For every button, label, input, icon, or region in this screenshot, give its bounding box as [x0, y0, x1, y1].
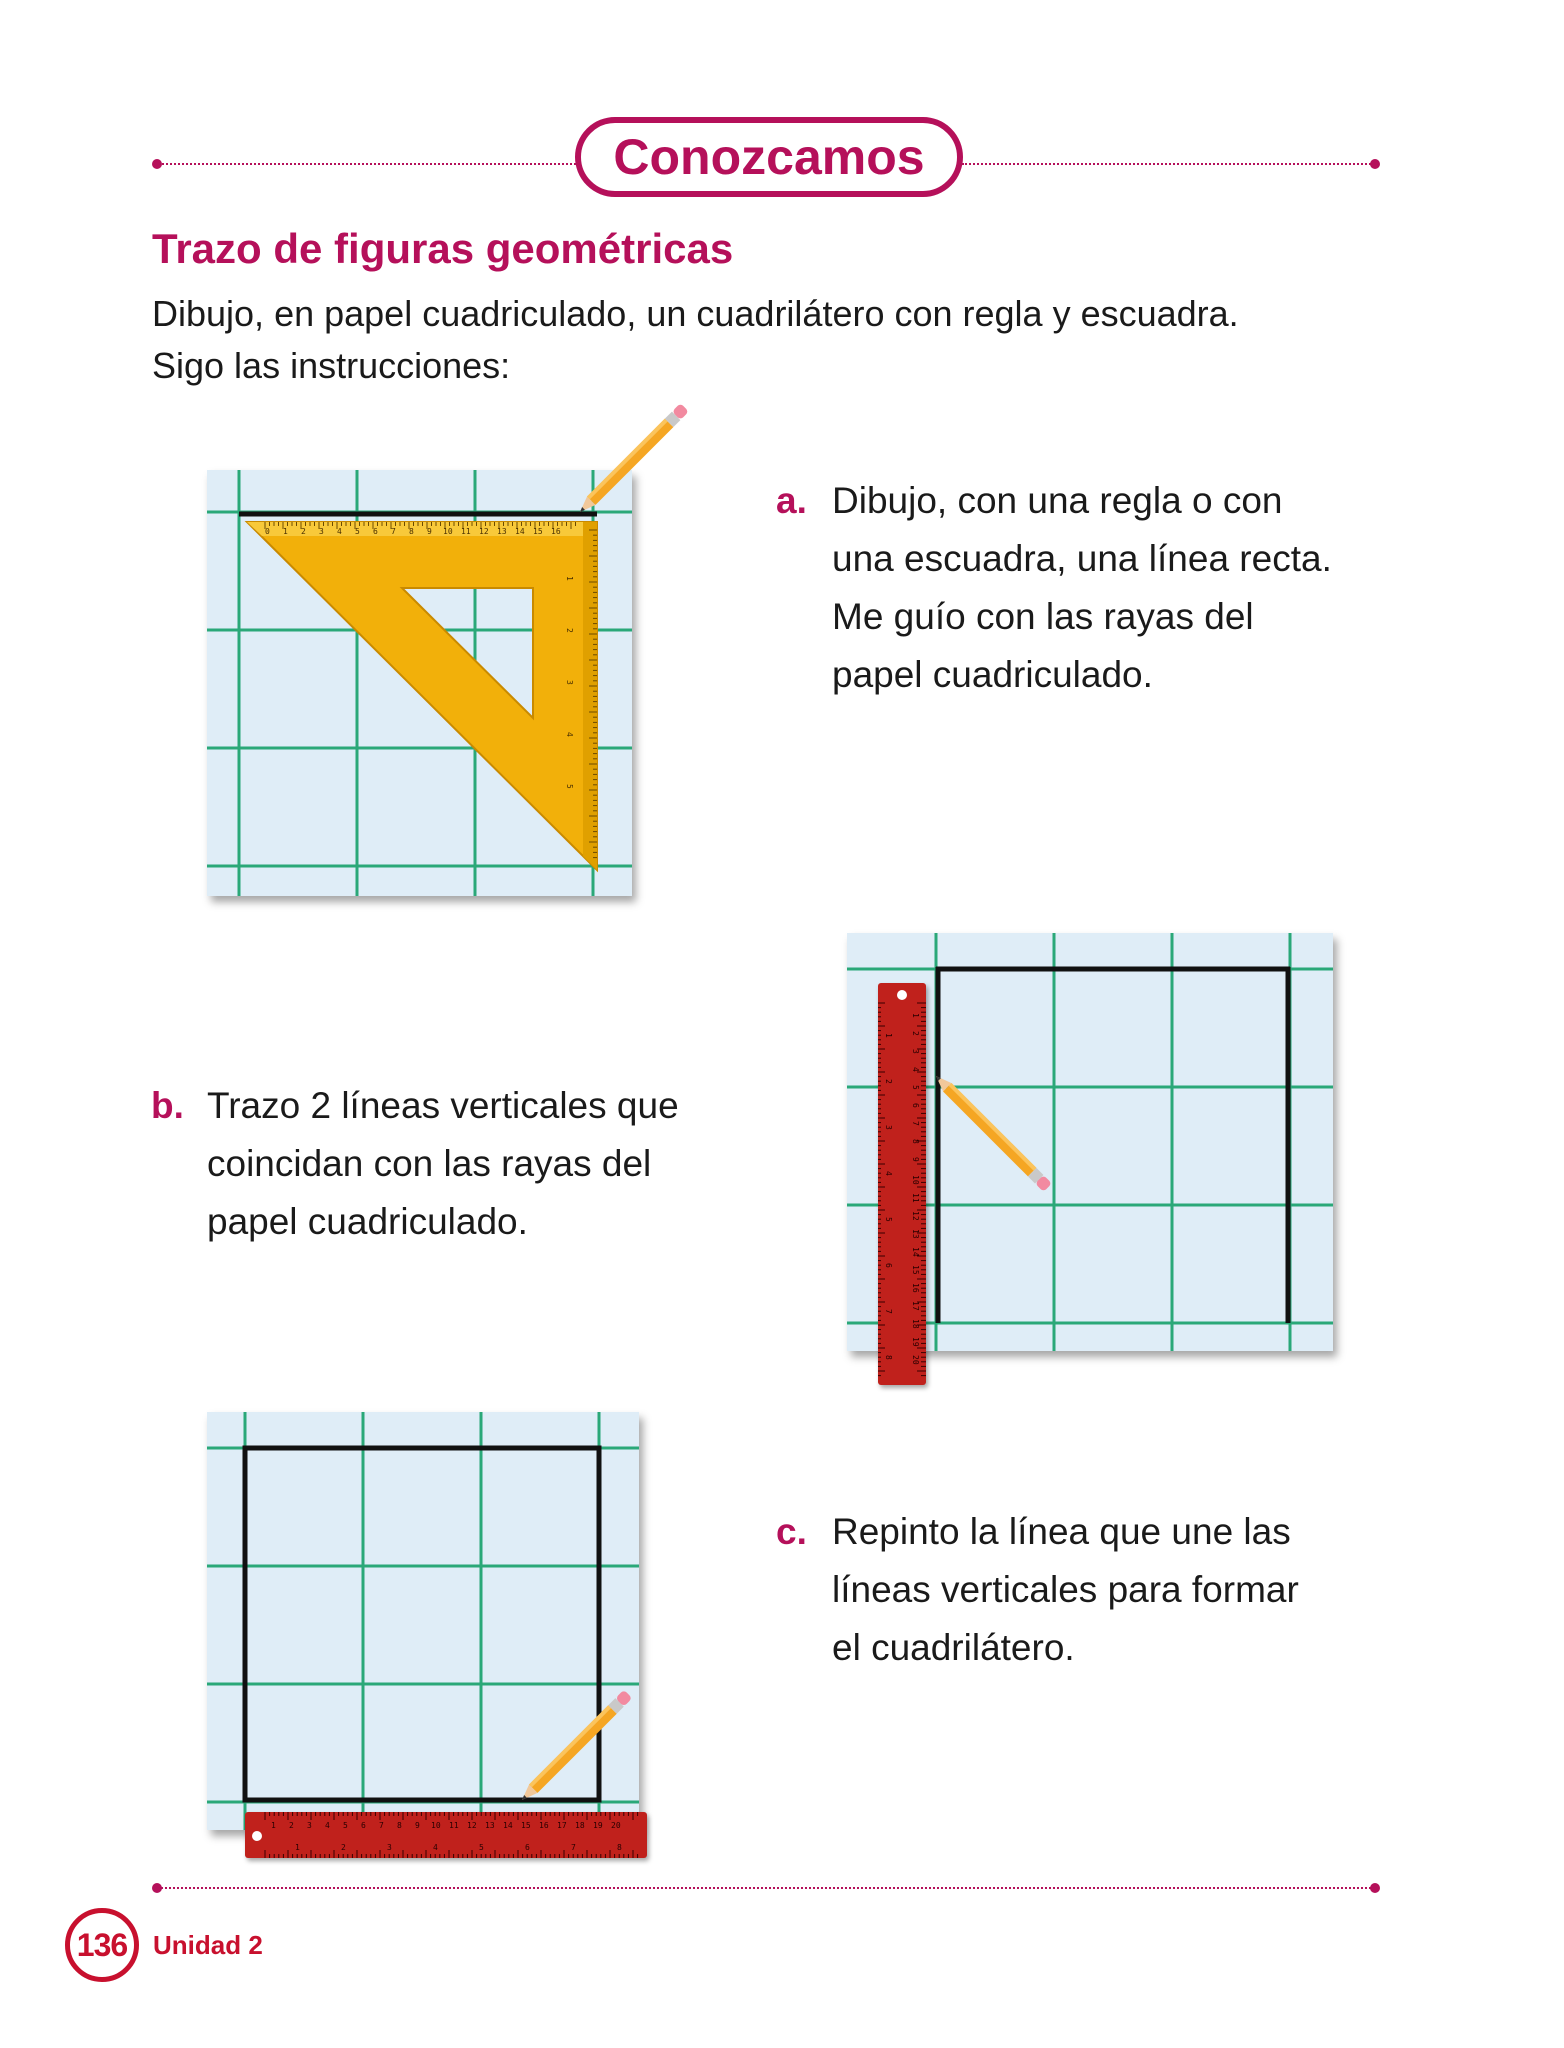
square-mark: 14 [515, 527, 525, 536]
pencil-a [570, 402, 690, 522]
ruler-mark: 16 [539, 1821, 549, 1830]
ruler-mark: 10 [911, 1175, 920, 1185]
step-line: papel cuadriculado. [207, 1201, 528, 1242]
header-rule-left [158, 163, 576, 165]
ruler-mark: 4 [433, 1843, 438, 1852]
ruler-horizontal [245, 1812, 647, 1858]
square-mark: 2 [301, 527, 306, 536]
page-number-badge [65, 1908, 139, 1982]
square-mark: 5 [355, 527, 360, 536]
ruler-mark: 1 [295, 1843, 300, 1852]
ruler-mark: 3 [387, 1843, 392, 1852]
pencil-b [930, 1070, 1060, 1200]
ruler-mark: 19 [911, 1337, 920, 1347]
ruler-mark: 7 [884, 1309, 893, 1314]
square-mark: 4 [337, 527, 342, 536]
ruler-mark: 7 [911, 1121, 920, 1126]
intro-text [152, 288, 1239, 392]
ruler-mark: 18 [575, 1821, 585, 1830]
square-mark: 12 [479, 527, 489, 536]
step-line: papel cuadriculado. [832, 654, 1153, 695]
square-mark: 9 [427, 527, 432, 536]
ruler-mark: 14 [503, 1821, 513, 1830]
square-mark: 11 [461, 527, 471, 536]
ruler-mark: 20 [611, 1821, 621, 1830]
page-title: Trazo de figuras geométricas [152, 225, 734, 272]
square-mark: 3 [319, 527, 324, 536]
ruler-mark: 9 [415, 1821, 420, 1830]
ruler-mark: 13 [911, 1229, 920, 1239]
ruler-mark: 1 [271, 1821, 276, 1830]
unit-label: Unidad 2 [153, 1930, 263, 1960]
step-line: el cuadrilátero. [832, 1627, 1075, 1668]
grid-lines-a [207, 470, 632, 896]
ruler-mark: 17 [911, 1301, 920, 1311]
ruler-mark: 6 [911, 1103, 920, 1108]
ruler-mark: 15 [911, 1265, 920, 1275]
ruler-mark: 8 [617, 1843, 622, 1852]
intro-line: Sigo las instrucciones: [152, 345, 511, 386]
ruler-mark: 3 [884, 1125, 893, 1130]
banner-title: Conozcamos [613, 129, 925, 185]
header-rule-right [962, 163, 1374, 165]
set-square [247, 522, 597, 870]
grid-paper-a [207, 470, 632, 896]
ruler-mark: 2 [884, 1079, 893, 1084]
ruler-mark: 12 [467, 1821, 477, 1830]
step-letter: c. [776, 1511, 807, 1552]
ruler-mark: 5 [884, 1217, 893, 1222]
ruler-mark: 11 [911, 1193, 920, 1203]
square-mark: 4 [565, 732, 574, 737]
ruler-mark: 11 [449, 1821, 459, 1830]
footer-dot-left [152, 1883, 162, 1893]
ruler-mark: 7 [379, 1821, 384, 1830]
ruler-mark: 10 [431, 1821, 441, 1830]
section-banner [575, 117, 963, 197]
intro-line: Dibujo, en papel cuadriculado, un cuadrilátero con regla y escuadra. [152, 293, 1239, 334]
ruler-mark: 5 [479, 1843, 484, 1852]
ruler-mark: 6 [361, 1821, 366, 1830]
square-mark: 3 [565, 680, 574, 685]
ruler-mark: 17 [557, 1821, 567, 1830]
ruler-mark: 4 [911, 1067, 920, 1072]
header-dot-left [152, 159, 162, 169]
ruler-mark: 20 [911, 1355, 920, 1365]
ruler-mark: 3 [911, 1049, 920, 1054]
ruler-mark: 7 [571, 1843, 576, 1852]
step-line: coincidan con las rayas del [207, 1143, 652, 1184]
footer-dot-right [1370, 1883, 1380, 1893]
ruler-mark: 8 [397, 1821, 402, 1830]
ruler-mark: 2 [911, 1031, 920, 1036]
ruler-mark: 2 [289, 1821, 294, 1830]
ruler-vertical [878, 983, 926, 1385]
step-line: Trazo 2 líneas verticales que [207, 1085, 679, 1126]
ruler-mark: 2 [341, 1843, 346, 1852]
header-dot-right [1370, 159, 1380, 169]
square-mark: 7 [391, 527, 396, 536]
step-b [151, 1077, 679, 1251]
square-mark: 5 [565, 784, 574, 789]
ruler-mark: 1 [911, 1013, 920, 1018]
ruler-mark: 3 [307, 1821, 312, 1830]
square-mark: 2 [565, 628, 574, 633]
square-mark: 10 [443, 527, 453, 536]
step-letter: b. [151, 1085, 184, 1126]
ruler-mark: 5 [911, 1085, 920, 1090]
ruler-mark: 15 [521, 1821, 531, 1830]
ruler-mark: 16 [911, 1283, 920, 1293]
pencil-c [512, 1685, 637, 1810]
page-number: 136 [76, 1926, 128, 1963]
ruler-mark: 6 [884, 1263, 893, 1268]
ruler-mark: 8 [911, 1139, 920, 1144]
step-line: una escuadra, una línea recta. [832, 538, 1332, 579]
step-line: Me guío con las rayas del [832, 596, 1254, 637]
ruler-mark: 13 [485, 1821, 495, 1830]
ruler-mark: 8 [884, 1355, 893, 1360]
ruler-mark: 9 [911, 1157, 920, 1162]
step-c [776, 1503, 1299, 1677]
ruler-mark: 19 [593, 1821, 603, 1830]
square-mark: 1 [565, 576, 574, 581]
step-line: Dibujo, con una regla o con [832, 480, 1283, 521]
square-mark: 8 [409, 527, 414, 536]
step-line: Repinto la línea que une las [832, 1511, 1291, 1552]
square-mark: 13 [497, 527, 507, 536]
square-mark: 1 [283, 527, 288, 536]
square-mark: 16 [551, 527, 561, 536]
ruler-mark: 14 [911, 1247, 920, 1257]
square-mark: 0 [265, 527, 270, 536]
step-letter: a. [776, 480, 807, 521]
step-line: líneas verticales para formar [832, 1569, 1299, 1610]
ruler-mark: 18 [911, 1319, 920, 1329]
step-a [776, 472, 1332, 704]
ruler-mark: 12 [911, 1211, 920, 1221]
ruler-mark: 5 [343, 1821, 348, 1830]
ruler-mark: 4 [884, 1171, 893, 1176]
ruler-mark: 4 [325, 1821, 330, 1830]
ruler-mark: 6 [525, 1843, 530, 1852]
ruler-mark: 1 [884, 1033, 893, 1038]
footer-rule [158, 1887, 1374, 1889]
square-mark: 6 [373, 527, 378, 536]
square-mark: 15 [533, 527, 543, 536]
